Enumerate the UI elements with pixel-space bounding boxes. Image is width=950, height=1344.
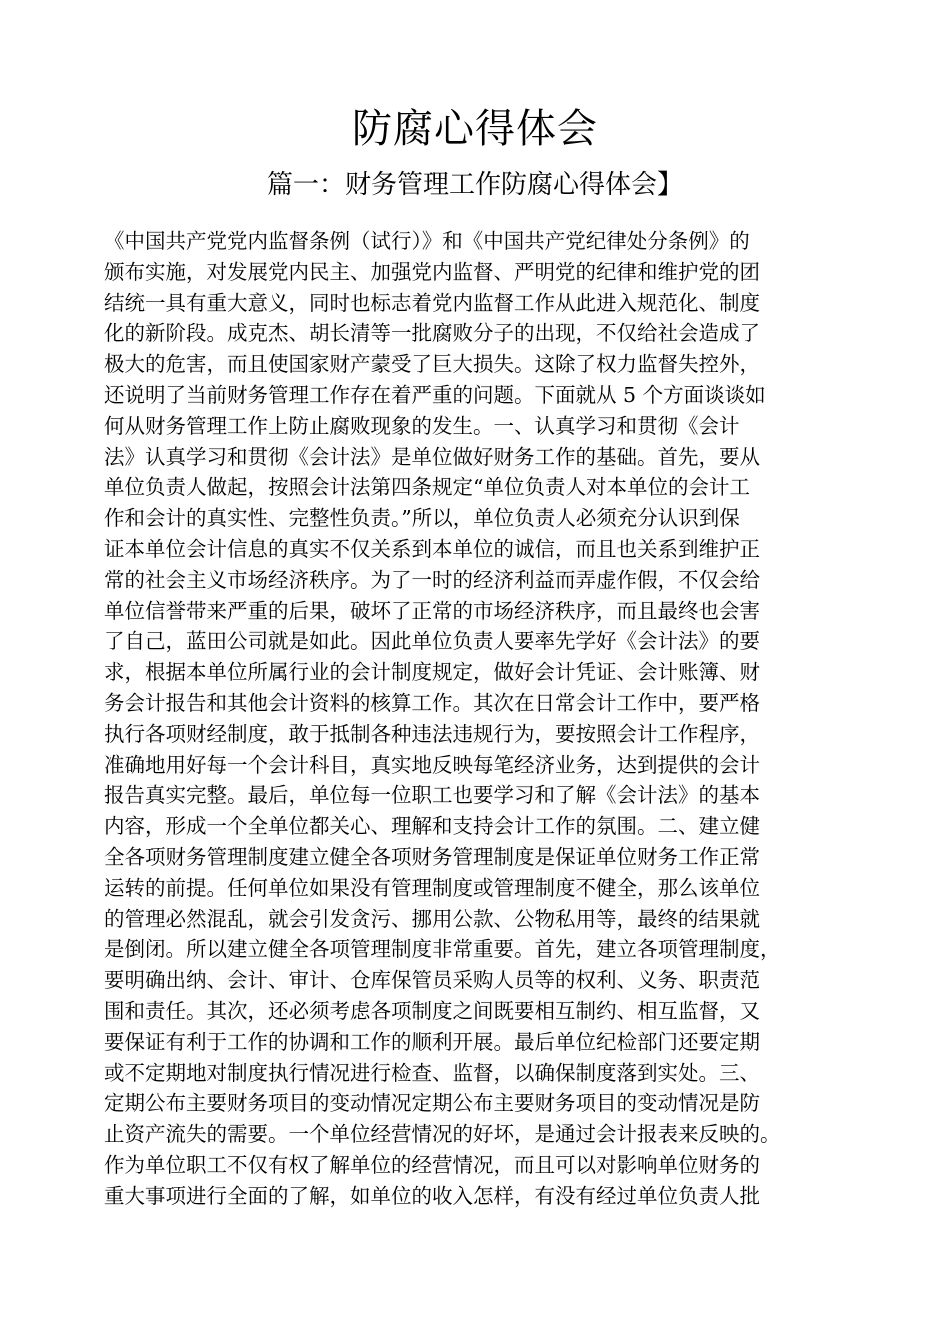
document-subtitle: 篇一：财务管理工作防腐心得体会】: [266, 170, 683, 200]
body-text-line: 要保证有利于工作的协调和工作的顺利开展。最后单位纪检部门还要定期: [104, 1029, 760, 1054]
body-text-line: 围和责任。其次，还必须考虑各项制度之间既要相互制约、相互监督，又: [104, 998, 760, 1023]
body-text-line: 准确地用好每一个会计科目，真实地反映每笔经济业务，达到提供的会计: [104, 752, 760, 777]
body-text-line: 运转的前提。任何单位如果没有管理制度或管理制度不健全，那么该单位: [104, 875, 760, 900]
body-text-line: 法》认真学习和贯彻《会计法》是单位做好财务工作的基础。首先，要从: [104, 444, 760, 469]
body-text-line: 务会计报告和其他会计资料的核算工作。其次在日常会计工作中，要严格: [104, 690, 760, 715]
body-text-line: 重大事项进行全面的了解，如单位的收入怎样，有没有经过单位负责人批: [104, 1183, 760, 1208]
body-text-line: 内容，形成一个全单位都关心、理解和支持会计工作的氛围。二、建立健: [104, 814, 760, 839]
body-text-line: 定期公布主要财务项目的变动情况定期公布主要财务项目的变动情况是防: [104, 1091, 760, 1116]
body-text-line: 了自己，蓝田公司就是如此。因此单位负责人要率先学好《会计法》的要: [104, 629, 760, 654]
document-body: [104, 226, 866, 1212]
body-text-line: 证本单位会计信息的真实不仅关系到本单位的诚信，而且也关系到维护正: [104, 536, 760, 561]
body-text-line: 报告真实完整。最后，单位每一位职工也要学习和了解《会计法》的基本: [104, 783, 760, 808]
body-text-line: 单位负责人做起，按照会计法第四条规定“单位负责人对本单位的会计工: [104, 475, 750, 500]
body-text-line: 《中国共产党党内监督条例（试行）》和《中国共产党纪律处分条例》的: [104, 229, 750, 253]
body-text-line: 还说明了当前财务管理工作存在着严重的问题。下面就从 5 个方面谈谈如: [104, 382, 766, 407]
body-text-line: 或不定期地对制度执行情况进行检查、监督，以确保制度落到实处。三、: [104, 1060, 760, 1085]
body-text-line: 作和会计的真实性、完整性负责。”所以，单位负责人必须充分认识到保: [104, 506, 740, 531]
body-text-line: 极大的危害，而且使国家财产蒙受了巨大损失。这除了权力监督失控外，: [104, 352, 760, 377]
body-text-line: 的管理必然混乱，就会引发贪污、挪用公款、公物私用等，最终的结果就: [104, 906, 760, 931]
body-text-line: 是倒闭。所以建立健全各项管理制度非常重要。首先，建立各项管理制度，: [104, 937, 781, 962]
body-text-line: 止资产流失的需要。一个单位经营情况的好坏，是通过会计报表来反映的。: [104, 1122, 781, 1147]
document-title: 防腐心得体会: [352, 106, 598, 152]
body-text-line: 执行各项财经制度，敢于抵制各种违法违规行为，要按照会计工作程序，: [104, 721, 760, 746]
body-text-line: 常的社会主义市场经济秩序。为了一时的经济利益而弄虚作假，不仅会给: [104, 567, 760, 592]
body-text-line: 要明确出纳、会计、审计、仓库保管员采购人员等的权利、义务、职责范: [104, 968, 760, 993]
body-text-line: 全各项财务管理制度建立健全各项财务管理制度是保证单位财务工作正常: [104, 844, 760, 869]
body-text-line: 何从财务管理工作上防止腐败现象的发生。一、认真学习和贯彻《会计: [104, 413, 740, 438]
body-text-line: 结统一具有重大意义，同时也标志着党内监督工作从此进入规范化、制度: [104, 290, 760, 315]
body-text-line: 单位信誉带来严重的后果，破坏了正常的市场经济秩序，而且最终也会害: [104, 598, 760, 623]
body-text-line: 求，根据本单位所属行业的会计制度规定，做好会计凭证、会计账簿、财: [104, 660, 760, 685]
body-text-line: 化的新阶段。成克杰、胡长清等一批腐败分子的出现，不仅给社会造成了: [104, 321, 760, 346]
body-text-line: 颁布实施，对发展党内民主、加强党内监督、严明党的纪律和维护党的团: [104, 259, 760, 284]
body-text-line: 作为单位职工不仅有权了解单位的经营情况，而且可以对影响单位财务的: [104, 1152, 760, 1177]
